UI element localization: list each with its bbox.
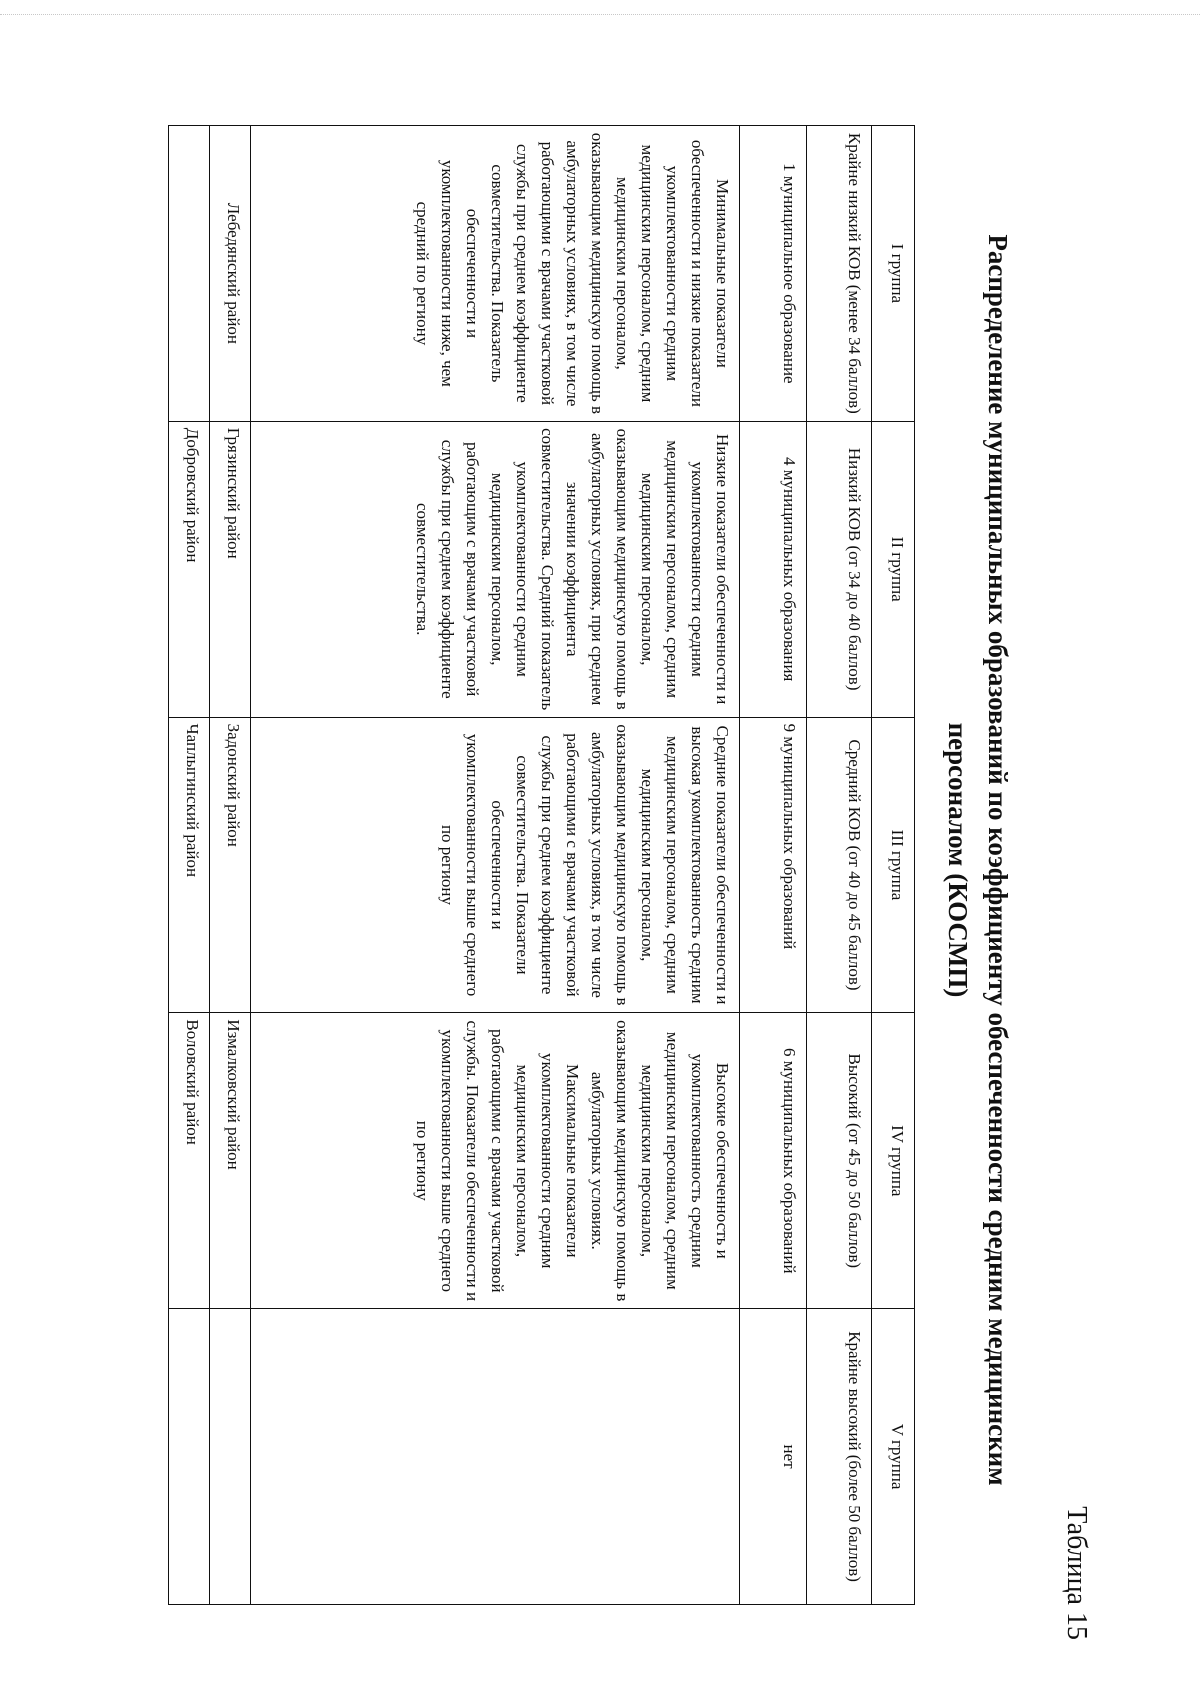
district-cell: Грязинский район [210,421,251,717]
group-header-3: III группа [872,717,915,1013]
group-header-1: I группа [872,126,915,422]
rotated-page-content [100,80,1100,1640]
group-level-2: Низкий КОВ (от 34 до 40 баллов) [807,421,872,717]
district-cell: Чаплыгинский район [169,717,210,1013]
district-cell [210,1309,251,1605]
district-cell: Измалковский район [210,1013,251,1309]
description-row [251,126,740,1605]
district-cell: Лебедянский район [210,126,251,422]
group-count-4: 6 муниципальных образований [740,1013,807,1309]
district-cell [169,1309,210,1605]
group-description-5 [251,1309,740,1605]
distribution-table [168,125,915,1605]
group-count-5: нет [740,1309,807,1605]
group-header-4: IV группа [872,1013,915,1309]
level-row [807,126,872,1605]
district-cell: Добровский район [169,421,210,717]
group-level-3: Средний КОВ (от 40 до 45 баллов) [807,717,872,1013]
district-row-2 [169,126,210,1605]
group-header-2: II группа [872,421,915,717]
scan-top-edge [0,0,1200,15]
table-label: Таблица 15 [1061,1506,1092,1640]
count-row [740,126,807,1605]
page-title-line-1: Распределение муниципальных образований по коэффициенту обеспеченности средним медицинским [983,234,1013,1486]
page-title-line-2: персоналом (КОСМП) [943,722,973,998]
group-description-2: Низкие показатели обеспеченности и укомплектованности средним медицинским персоналом, средним медицинским персоналом, оказывающим медицинскую помощь в амбулаторных условиях, при среднем значении коэффициента совместительства. Средний показатель укомплектованности средним медицинским персоналом, работающим с врачами участковой службы при среднем коэффициенте совместительства. [251,421,740,717]
group-level-4: Высокий (от 45 до 50 баллов) [807,1013,872,1309]
group-level-1: Крайне низкий КОВ (менее 34 баллов) [807,126,872,422]
district-row-1 [210,126,251,1605]
district-cell [169,126,210,422]
group-description-3: Средние показатели обеспеченности и высокая укомплектованность средним медицинским персоналом, средним медицинским персоналом, оказывающим медицинскую помощь в амбулаторных условиях, в том числе работающими с врачами участковой службы при среднем коэффициенте совместительства. Показатели обеспеченности и укомплектованности выше среднего по региону [251,717,740,1013]
group-description-4: Высокие обеспеченность и укомплектованность средним медицинским персоналом, средним медицинским персоналом, оказывающим медицинскую помощь в амбулаторных условиях. Максимальные показатели укомплектованности средним медицинским персоналом, работающими с врачами участковой службы. Показатели обеспеченности и укомплектованности выше среднего по региону [251,1013,740,1309]
group-count-3: 9 муниципальных образований [740,717,807,1013]
group-header-5: V группа [872,1309,915,1605]
group-count-1: 1 муниципальное образование [740,126,807,422]
page-title [938,80,1018,1640]
group-level-5: Крайне высокий (более 50 баллов) [807,1309,872,1605]
group-count-2: 4 муниципальных образования [740,421,807,717]
group-description-1: Минимальные показатели обеспеченности и низкие показатели укомплектованности средним медицинским персоналом, средним медицинским персоналом, оказывающим медицинскую помощь в амбулаторных условиях, в том числе работающими с врачами участковой службы при среднем коэффициенте совместительства. Показатель обеспеченности и укомплектованности ниже, чем средний по региону [251,126,740,422]
table-header-row [872,126,915,1605]
district-cell: Воловский район [169,1013,210,1309]
district-cell: Задонский район [210,717,251,1013]
